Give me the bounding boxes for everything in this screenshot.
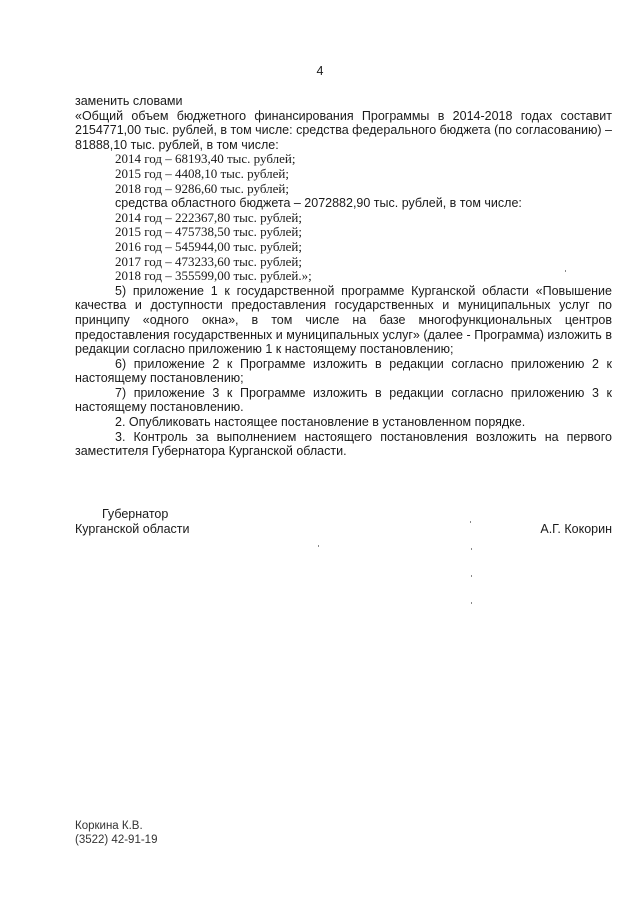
scan-speck: [471, 548, 472, 550]
executor-name: Коркина К.В.: [75, 820, 143, 832]
scan-speck: [565, 270, 566, 272]
federal-year-2015: 2015 год – 4408,10 тыс. рублей;: [115, 165, 289, 181]
quote-paragraph: «Общий объем бюджетного финансирования Программы в 2014-2018 годах составит 2154771,00 тыс. рублей, в том числе: средства федерального бюджета (по согласованию) – 81888,10 тыс. рублей, в том числе:: [75, 108, 612, 152]
executor-phone: (3522) 42-91-19: [75, 833, 158, 846]
scan-speck: [318, 545, 319, 547]
federal-year-2018: 2018 год – 9286,60 тыс. рублей;: [115, 180, 289, 196]
point-2-paragraph: 2. Опубликовать настоящее постановление в установленном порядке.: [115, 415, 526, 430]
scan-speck: [471, 575, 472, 577]
signer-title-line2: Курганской области: [75, 521, 190, 536]
scan-speck: [470, 521, 471, 523]
point-3-paragraph: 3. Контроль за выполнением настоящего постановления возложить на первого заместителя Губернатора Курганской области.: [75, 429, 612, 459]
signer-title-line1: Губернатор: [102, 507, 169, 521]
regional-year-2014: 2014 год – 222367,80 тыс. рублей;: [115, 209, 302, 225]
regional-year-2018: 2018 год – 355599,00 тыс. рублей.»;: [115, 268, 312, 284]
document-body: [75, 94, 612, 459]
item-7-paragraph: 7) приложение 3 к Программе изложить в редакции согласно приложению 3 к настоящему постановлению.: [75, 385, 612, 415]
regional-budget-intro: средства областного бюджета – 2072882,90 тыс. рублей, в том числе:: [115, 196, 522, 211]
scan-speck: [471, 602, 472, 604]
regional-year-2017: 2017 год – 473233,60 тыс. рублей;: [115, 253, 302, 269]
signer-name: А.Г. Кокорин: [540, 521, 612, 536]
federal-year-2014: 2014 год – 68193,40 тыс. рублей;: [115, 151, 296, 167]
page-number: 4: [316, 64, 324, 78]
regional-year-2016: 2016 год – 545944,00 тыс. рублей;: [115, 238, 302, 254]
signature-block: [75, 507, 612, 536]
regional-year-2015: 2015 год – 475738,50 тыс. рублей;: [115, 224, 302, 240]
item-6-paragraph: 6) приложение 2 к Программе изложить в редакции согласно приложению 2 к настоящему постановлению;: [75, 356, 612, 386]
item-5-paragraph: 5) приложение 1 к государственной программе Курганской области «Повышение качества и доступности предоставления государственных и муниципальных услуг по принципу «одного окна», в том числе на базе многофункциональных центров предоставления государственных и муниципальных услуг» (далее - Программа) изложить в редакции согласно приложению 1 к настоящему постановлению;: [75, 283, 612, 357]
document-footer: [75, 820, 157, 847]
intro-line: заменить словами: [75, 94, 183, 108]
